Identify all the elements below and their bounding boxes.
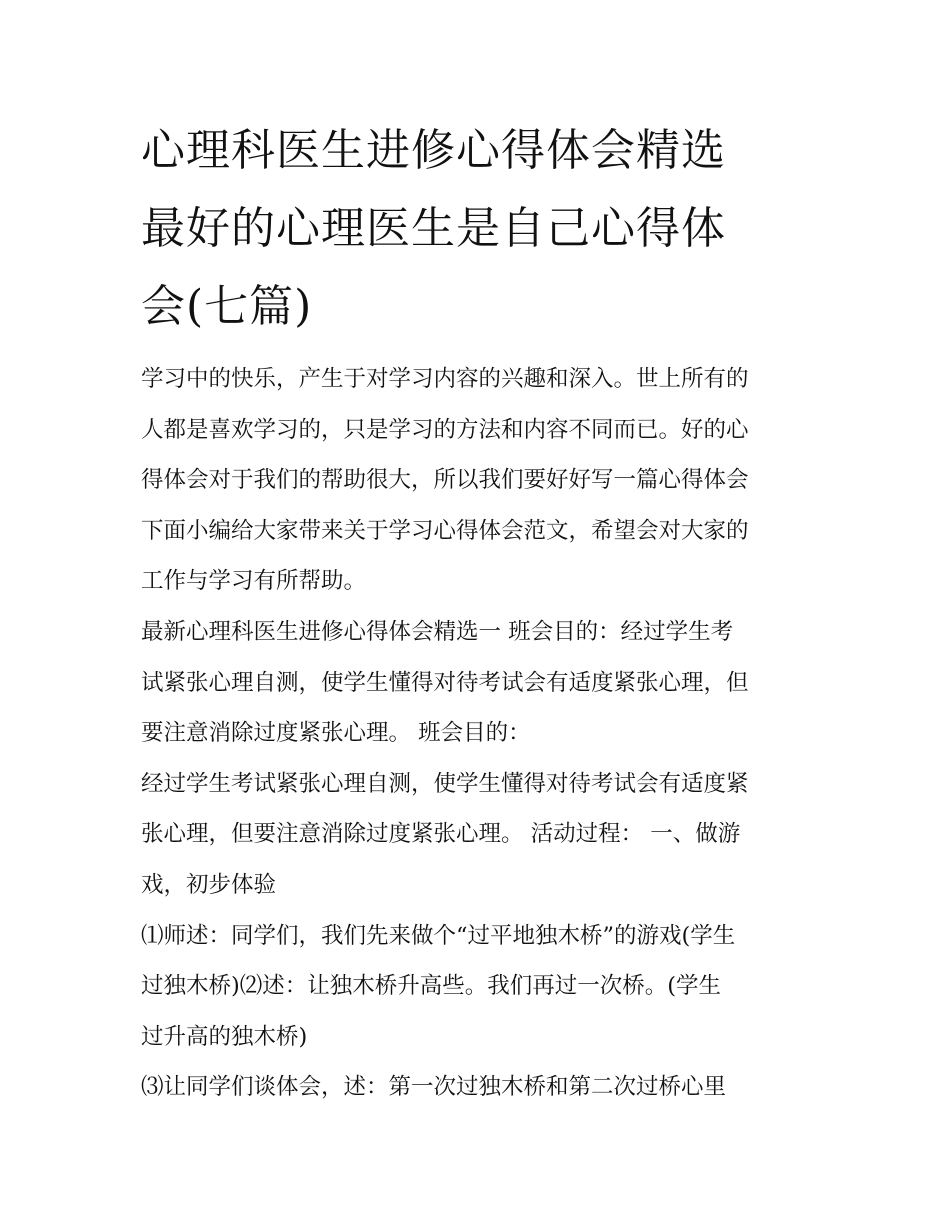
activity-paragraph	[141, 759, 821, 911]
text-line: 试紧张心理自测，使学生懂得对待考试会有适度紧张心理，但	[141, 669, 749, 696]
title-line: 最好的心理医生是自己心得体	[141, 203, 726, 254]
text-line: 最新心理科医生进修心得体会精选一 班会目的：经过学生考	[141, 618, 734, 645]
text-line: ⑶让同学们谈体会，述：第一次过独木桥和第二次过桥心里	[141, 1074, 727, 1101]
text-line: 过独木桥)⑵述：让独木桥升高些。我们再过一次桥。(学生	[141, 973, 722, 1000]
text-line: 过升高的独木桥)	[141, 1023, 308, 1050]
text-line: 经过学生考试紧张心理自测，使学生懂得对待考试会有适度紧	[141, 770, 749, 797]
game-steps-paragraph	[141, 911, 821, 1063]
text-line: 下面小编给大家带来关于学习心得体会范文，希望会对大家的	[141, 517, 749, 544]
document-title	[141, 112, 821, 346]
document-page	[141, 112, 821, 1113]
title-line: 心理科医生进修心得体会精选	[141, 125, 726, 176]
text-line: 得体会对于我们的帮助很大，所以我们要好好写一篇心得体会	[141, 467, 749, 494]
text-line: 戏，初步体验	[141, 871, 277, 898]
intro-paragraph	[141, 354, 821, 607]
title-line: 会(七篇)	[141, 281, 313, 332]
text-line: 人都是喜欢学习的，只是学习的方法和内容不同而已。好的心	[141, 416, 749, 443]
text-line: 要注意消除过度紧张心理。 班会目的：	[141, 720, 531, 747]
text-line: ⑴师述：同学们，我们先来做个“过平地独木桥”的游戏(学生	[141, 922, 736, 949]
section-one-paragraph	[141, 607, 821, 759]
text-line: 张心理，但要注意消除过度紧张心理。 活动过程： 一、做游	[141, 821, 741, 848]
discussion-paragraph	[141, 1062, 821, 1113]
text-line: 工作与学习有所帮助。	[141, 568, 367, 595]
text-line: 学习中的快乐，产生于对学习内容的兴趣和深入。世上所有的	[141, 366, 749, 392]
